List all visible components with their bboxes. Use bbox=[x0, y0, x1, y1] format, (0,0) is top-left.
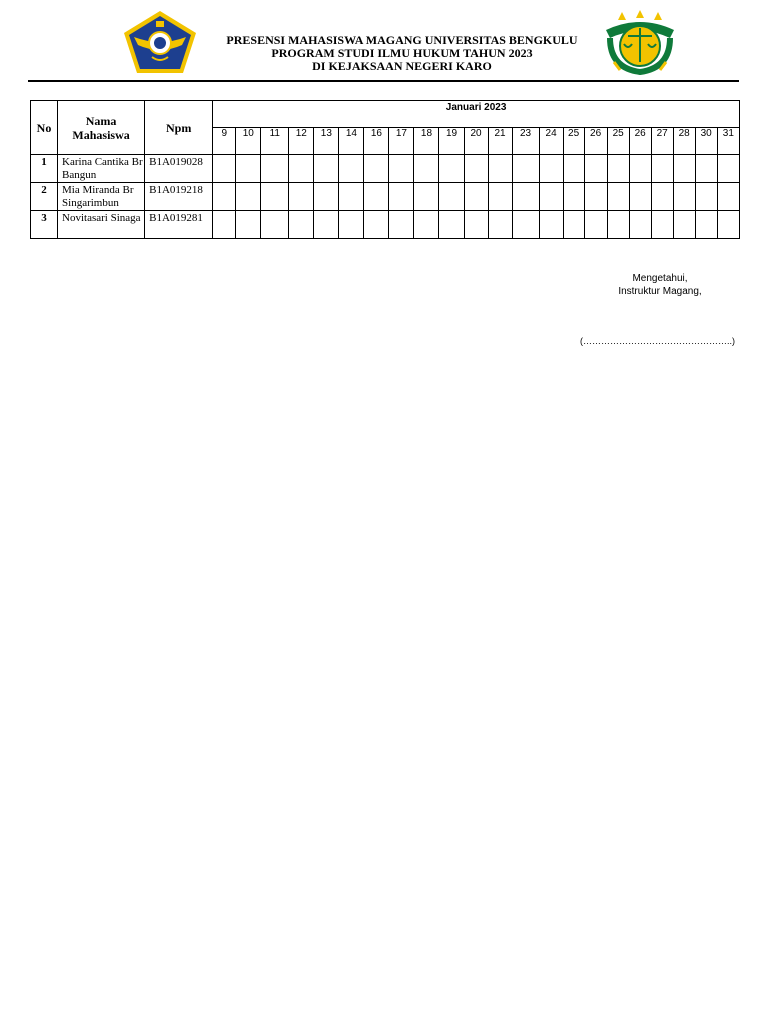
title-line-3: DI KEJAKSAAN NEGERI KARO bbox=[312, 59, 492, 73]
day-header: 11 bbox=[261, 128, 289, 155]
attendance-cell bbox=[607, 211, 629, 239]
day-header: 10 bbox=[236, 128, 261, 155]
document-title bbox=[210, 34, 594, 73]
attendance-cell bbox=[512, 155, 539, 183]
attendance-cell bbox=[389, 183, 414, 211]
attendance-cell bbox=[717, 155, 739, 183]
attendance-cell bbox=[539, 155, 563, 183]
title-line-2: PROGRAM STUDI ILMU HUKUM TAHUN 2023 bbox=[271, 46, 533, 60]
attendance-cell bbox=[629, 211, 651, 239]
attendance-cell bbox=[289, 211, 314, 239]
attendance-cell bbox=[314, 155, 339, 183]
attendance-cell bbox=[213, 155, 236, 183]
attendance-cell bbox=[289, 155, 314, 183]
day-header: 17 bbox=[389, 128, 414, 155]
attendance-cell bbox=[439, 155, 464, 183]
row-npm: B1A019028 bbox=[145, 155, 213, 183]
header-no: No bbox=[31, 101, 58, 155]
attendance-cell bbox=[439, 183, 464, 211]
attendance-cell bbox=[539, 211, 563, 239]
row-npm: B1A019281 bbox=[145, 211, 213, 239]
attendance-cell bbox=[236, 155, 261, 183]
attendance-cell bbox=[364, 183, 389, 211]
table-row bbox=[31, 211, 740, 239]
university-logo-icon bbox=[122, 9, 198, 75]
day-header: 12 bbox=[289, 128, 314, 155]
day-header: 25 bbox=[607, 128, 629, 155]
attendance-cell bbox=[314, 211, 339, 239]
header-month: Januari 2023 bbox=[213, 101, 740, 128]
attendance-cell bbox=[364, 211, 389, 239]
attendance-cell bbox=[488, 183, 512, 211]
attendance-cell bbox=[584, 211, 607, 239]
attendance-cell bbox=[539, 183, 563, 211]
attendance-cell bbox=[651, 155, 673, 183]
table-row bbox=[31, 183, 740, 211]
attendance-cell bbox=[673, 155, 695, 183]
attendance-cell bbox=[236, 183, 261, 211]
table-row bbox=[31, 155, 740, 183]
table-header-row bbox=[31, 101, 740, 128]
attendance-cell bbox=[464, 211, 488, 239]
day-header: 27 bbox=[651, 128, 673, 155]
attendance-cell bbox=[563, 183, 584, 211]
row-name: Novitasari Sinaga bbox=[58, 211, 145, 239]
day-header: 18 bbox=[414, 128, 439, 155]
attendance-cell bbox=[439, 211, 464, 239]
attendance-cell bbox=[289, 183, 314, 211]
attendance-cell bbox=[512, 183, 539, 211]
attendance-cell bbox=[512, 211, 539, 239]
day-header: 30 bbox=[695, 128, 717, 155]
kejaksaan-logo-icon bbox=[600, 10, 680, 76]
row-npm: B1A019218 bbox=[145, 183, 213, 211]
attendance-cell bbox=[261, 183, 289, 211]
attendance-cell bbox=[213, 183, 236, 211]
attendance-cell bbox=[673, 183, 695, 211]
attendance-cell bbox=[584, 183, 607, 211]
signature-placeholder: (…………………………………………..) bbox=[580, 336, 735, 346]
row-no: 3 bbox=[31, 211, 58, 239]
attendance-cell bbox=[563, 211, 584, 239]
attendance-cell bbox=[607, 155, 629, 183]
attendance-cell bbox=[389, 155, 414, 183]
day-header: 31 bbox=[717, 128, 739, 155]
attendance-cell bbox=[488, 155, 512, 183]
attendance-cell bbox=[717, 183, 739, 211]
attendance-cell bbox=[607, 183, 629, 211]
signature-acknowledged: Mengetahui, bbox=[632, 273, 688, 284]
attendance-cell bbox=[651, 211, 673, 239]
title-line-1: PRESENSI MAHASISWA MAGANG UNIVERSITAS BENGKULU bbox=[226, 33, 578, 47]
day-header: 26 bbox=[584, 128, 607, 155]
day-header: 20 bbox=[464, 128, 488, 155]
day-header: 26 bbox=[629, 128, 651, 155]
attendance-cell bbox=[464, 183, 488, 211]
attendance-cell bbox=[563, 155, 584, 183]
attendance-cell bbox=[414, 211, 439, 239]
attendance-cell bbox=[236, 211, 261, 239]
row-name: Karina Cantika Br Bangun bbox=[58, 155, 145, 183]
day-header: 16 bbox=[364, 128, 389, 155]
attendance-table bbox=[30, 100, 740, 239]
attendance-cell bbox=[651, 183, 673, 211]
attendance-cell bbox=[414, 155, 439, 183]
attendance-cell bbox=[414, 183, 439, 211]
day-header: 13 bbox=[314, 128, 339, 155]
row-no: 2 bbox=[31, 183, 58, 211]
attendance-cell bbox=[673, 211, 695, 239]
attendance-cell bbox=[488, 211, 512, 239]
attendance-cell bbox=[717, 211, 739, 239]
header-npm: Npm bbox=[145, 101, 213, 155]
day-header: 19 bbox=[439, 128, 464, 155]
attendance-cell bbox=[261, 211, 289, 239]
signature-block bbox=[590, 272, 730, 298]
day-header: 24 bbox=[539, 128, 563, 155]
day-header: 9 bbox=[213, 128, 236, 155]
day-header: 23 bbox=[512, 128, 539, 155]
attendance-cell bbox=[213, 211, 236, 239]
attendance-cell bbox=[695, 183, 717, 211]
attendance-cell bbox=[339, 155, 364, 183]
attendance-cell bbox=[695, 155, 717, 183]
day-header: 25 bbox=[563, 128, 584, 155]
header-name: Nama Mahasiswa bbox=[58, 101, 145, 155]
day-header: 14 bbox=[339, 128, 364, 155]
row-no: 1 bbox=[31, 155, 58, 183]
attendance-cell bbox=[695, 211, 717, 239]
signature-instructor: Instruktur Magang, bbox=[618, 286, 702, 297]
row-name: Mia Miranda Br Singarimbun bbox=[58, 183, 145, 211]
attendance-cell bbox=[629, 155, 651, 183]
attendance-cell bbox=[261, 155, 289, 183]
attendance-cell bbox=[464, 155, 488, 183]
attendance-cell bbox=[364, 155, 389, 183]
attendance-cell bbox=[339, 211, 364, 239]
table-body bbox=[31, 155, 740, 239]
attendance-cell bbox=[584, 155, 607, 183]
attendance-cell bbox=[339, 183, 364, 211]
day-header: 21 bbox=[488, 128, 512, 155]
header-divider bbox=[28, 80, 739, 82]
attendance-cell bbox=[389, 211, 414, 239]
attendance-cell bbox=[629, 183, 651, 211]
day-header: 28 bbox=[673, 128, 695, 155]
document-header bbox=[0, 0, 768, 84]
attendance-cell bbox=[314, 183, 339, 211]
